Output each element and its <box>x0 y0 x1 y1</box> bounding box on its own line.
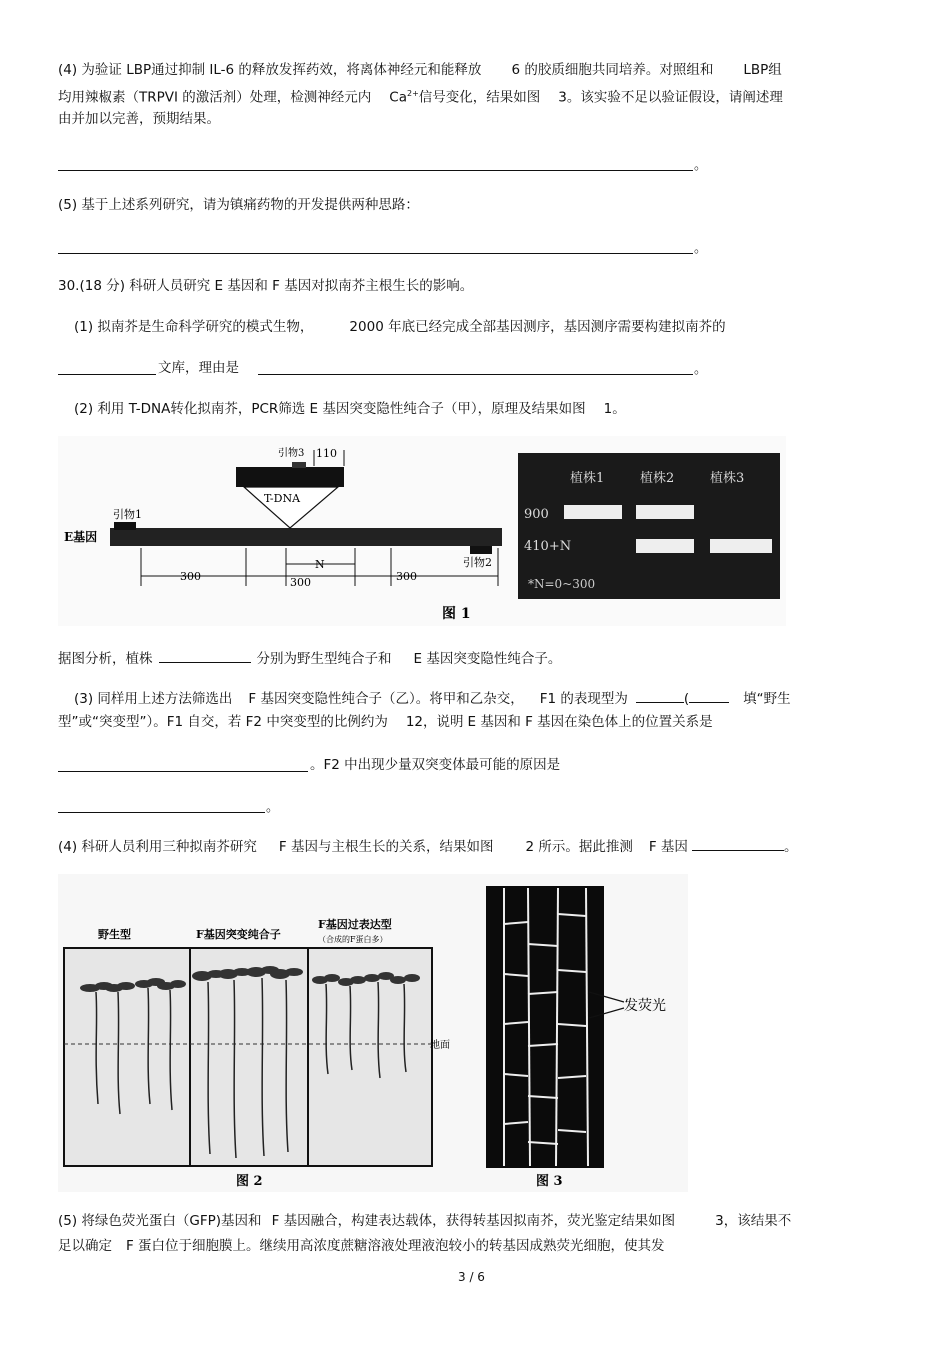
primer3-arrow <box>292 462 306 468</box>
fig3-label: 发荧光 <box>624 998 666 1014</box>
answer-line-q5[interactable] <box>58 253 693 254</box>
fig2-over-label: F基因过表达型 <box>318 918 392 931</box>
q30-p4: (4) 科研人员利用三种拟南芥研究 F 基因与主根生长的关系，结果如图 2 所示。据此推测 F 基因 。 <box>58 836 797 857</box>
figure-1 <box>58 436 786 626</box>
q4-line-1: (4) 为验证 LBP通过抑制 IL-6 的释放发挥药效，将离体神经元和能释放 6 的胶质细胞共同培养。对照组和 LBP组 <box>58 62 782 78</box>
answer-blank-f1b[interactable] <box>689 688 729 703</box>
answer-blank-plants[interactable] <box>159 648 251 663</box>
q30-analysis: 据图分析，植株 分别为野生型纯合子和 E 基因突变隐性纯合子。 <box>58 648 561 669</box>
figure-3-caption: 图 3 <box>536 1174 563 1189</box>
fig2-wild-label: 野生型 <box>98 928 131 941</box>
answer-line-double-mutant[interactable] <box>58 812 265 813</box>
fig2-mutant-label: F基因突变纯合子 <box>196 928 281 941</box>
e-gene-label: E基因 <box>64 530 98 544</box>
dist-3: 300 <box>396 570 417 583</box>
dist-2: 300 <box>290 576 311 589</box>
primer2-arrow <box>470 546 492 554</box>
page-number: 3 / 6 <box>458 1270 485 1284</box>
answer-line-q4[interactable] <box>58 170 693 171</box>
gel-band <box>636 505 694 519</box>
period-mark: 。 <box>694 362 708 377</box>
period-mark: 。 <box>694 158 708 173</box>
n-label: N <box>315 558 325 571</box>
q4-line-2: 均用辣椒素（TRPVI 的激活剂）处理，检测神经元内 $Ca^{2+}$信号变化，结果如图 3。该实验不足以验证假设，请阐述理 <box>58 89 783 106</box>
answer-line-position[interactable] <box>58 771 308 772</box>
num-110: 110 <box>316 447 337 460</box>
q30-header: 30.(18 分) 科研人员研究 E 基因和 F 基因对拟南芥主根生长的影响。 <box>58 278 474 294</box>
q30-p1-library: 文库，理由是 <box>158 360 239 376</box>
gel-plant1: 植株1 <box>570 471 605 486</box>
q4-line-3: 由并加以完善，预期结果。 <box>58 111 220 127</box>
q5-text: (5) 基于上述系列研究，请为镇痛药物的开发提供两种思路： <box>58 197 419 213</box>
figure-1-diagram <box>58 436 786 626</box>
primer1-label: 引物1 <box>113 508 142 521</box>
t-dna-bar <box>236 467 344 487</box>
dist-1: 300 <box>180 570 201 583</box>
q30-p5-line1: (5) 将绿色荧光蛋白（GFP)基因和 F 基因融合，构建表达载体，获得转基因拟南芥，荧光鉴定结果如图 3，该结果不 <box>58 1213 792 1229</box>
gel-band <box>710 539 772 553</box>
fig2-ground-label: 地面 <box>430 1040 450 1051</box>
primer1-arrow <box>114 522 136 530</box>
period-mark: 。 <box>266 800 280 815</box>
gel-band-900-label: 900 <box>524 507 549 522</box>
q30-p3-line2: 型”或“突变型”）。F1 自交，若 F2 中突变型的比例约为 12，说明 E 基因和 F 基因在染色体上的位置关系是 <box>58 714 713 730</box>
figure-2-3-drawing <box>58 874 688 1192</box>
q30-p3-line1: (3) 同样用上述方法筛选出 F 基因突变隐性纯合子（乙）。将甲和乙杂交， F1 的表现型为 ( 填“野生 <box>74 688 791 709</box>
q30-p2: (2) 利用 T-DNA转化拟南芥，PCR筛选 E 基因突变隐性纯合子（甲），原理及结果如图 1。 <box>74 401 626 417</box>
q30-p3-reason: 。F2 中出现少量双突变体最可能的原因是 <box>310 757 561 773</box>
gel-band-410-label: 410+N <box>524 539 572 554</box>
fig2-over-sub: （合成的F蛋白多） <box>318 935 388 944</box>
figure-2-3 <box>58 874 688 1192</box>
answer-blank-f-gene[interactable] <box>692 836 784 851</box>
gel-band <box>564 505 622 519</box>
primer2-label: 引物2 <box>463 556 492 569</box>
period-mark: 。 <box>694 241 708 256</box>
q30-p5-line2: 足以确定 F 蛋白位于细胞膜上。继续用高浓度蔗糖溶液处理液泡较小的转基因成熟荧光细胞，使其发 <box>58 1238 665 1254</box>
figure-1-caption: 图 1 <box>442 606 471 622</box>
figure-2-caption: 图 2 <box>236 1174 263 1189</box>
q30-p1: (1) 拟南芥是生命科学研究的模式生物， 2000 年底已经完成全部基因测序，基因测序需要构建拟南芥的 <box>74 319 726 335</box>
gel-plant2: 植株2 <box>640 471 675 486</box>
answer-line-library[interactable] <box>58 374 156 375</box>
primer3-label: 引物3 <box>278 448 305 459</box>
answer-blank-f1[interactable] <box>636 688 684 703</box>
gel-band <box>636 539 694 553</box>
gel-note: *N=0~300 <box>528 577 596 591</box>
e-gene-bar <box>110 528 502 546</box>
gel-plant3: 植株3 <box>710 471 745 486</box>
t-dna-label: T-DNA <box>264 492 301 505</box>
answer-line-reason[interactable] <box>258 374 693 375</box>
